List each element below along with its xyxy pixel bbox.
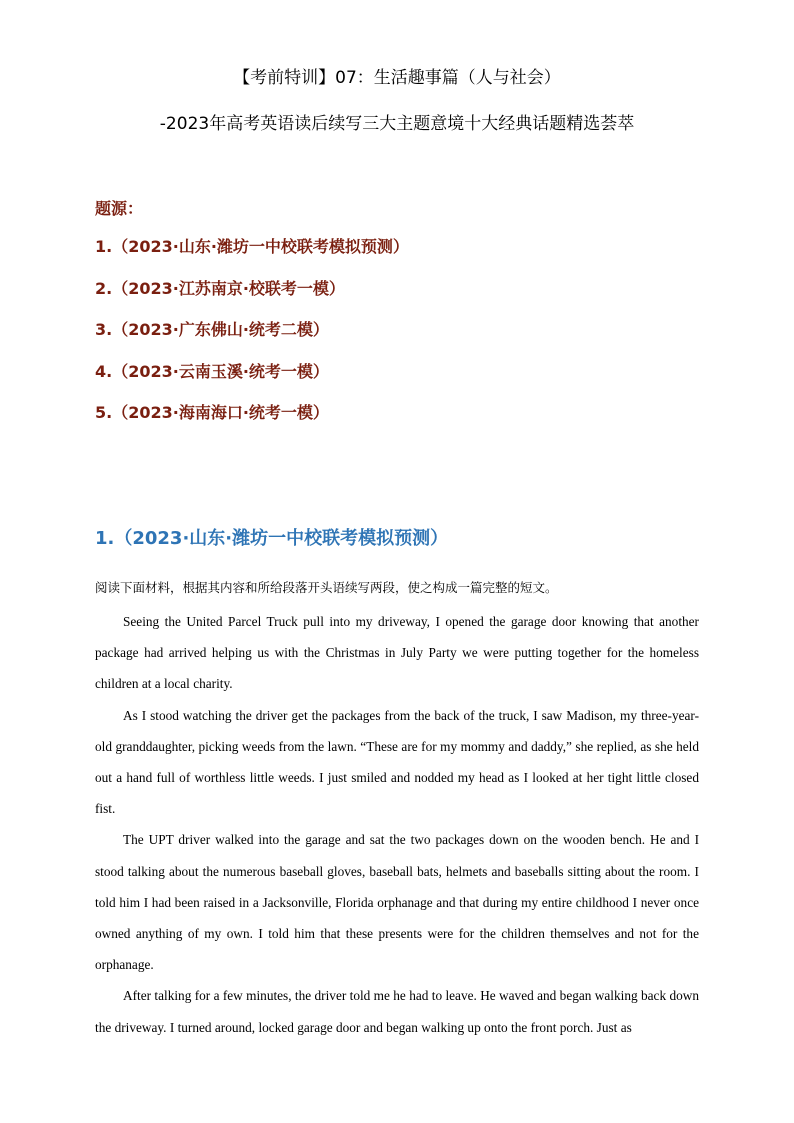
source-item-1: 1.（2023·山东·潍坊一中校联考模拟预测） [95,237,409,256]
sources-heading: 题源： [95,199,144,218]
passage-paragraph: Seeing the United Parcel Truck pull into my driveway, I opened the garage door knowing that another package had arrived helping us with the Christmas in July Party we were putting together for the homeless children at a local charity. [95,614,699,692]
source-item-5: 5.（2023·海南海口·统考一模） [95,403,329,422]
source-item-2: 2.（2023·江苏南京·校联考一模） [95,278,345,298]
passage-body [95,606,699,1043]
passage-paragraph: The UPT driver walked into the garage and sat the two packages down on the wooden bench. He and I stood talking about the numerous baseball gloves, baseball bats, helmets and baseballs sitting about the room. I told him I had been raised in a Jacksonville, Florida orphanage and that during my entire childhood I never once owned anything of my own. I told him that these presents were for the children themselves and not for the orphanage. [95,832,699,973]
document-subtitle: -2023年高考英语读后续写三大主题意境十大经典话题精选荟萃 [159,114,635,134]
passage-paragraph: After talking for a few minutes, the driver told me he had to leave. He waved and began walking back down the driveway. I turned around, locked garage door and began walking up onto the front porch. Just as [95,988,699,1035]
instruction-text: 阅读下面材料，根据其内容和所给段落开头语续写两段，使之构成一篇完整的短文。 [95,580,558,595]
passage-paragraph: As I stood watching the driver get the packages from the back of the truck, I saw Madison, my three-year-old granddaughter, picking weeds from the lawn. “These are for my mommy and daddy,” she replied, as she held out a hand full of worthless little weeds. I just smiled and nodded my head as I looked at her tight little closed fist. [95,707,699,817]
source-item-4: 4.（2023·云南玉溪·统考一模） [95,361,329,381]
sources-list [95,236,409,444]
document-title: 【考前特训】07：生活趣事篇（人与社会） [233,68,561,88]
source-item-3: 3.（2023·广东佛山·统考二模） [95,320,329,339]
section-heading: 1.（2023·山东·潍坊一中校联考模拟预测） [95,528,449,549]
